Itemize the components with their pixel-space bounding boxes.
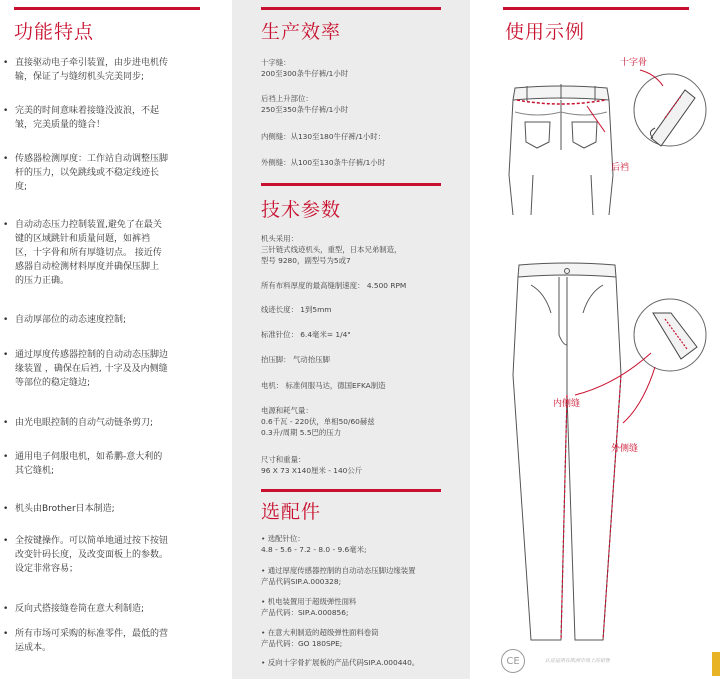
features-item [3, 56, 211, 84]
text-line: 型号 9280，副型号为5或7 [261, 256, 351, 265]
text-line: 内侧缝：从130至180牛仔裤/1小时： [261, 132, 386, 141]
text-line: 250至350条牛仔裤/1小时 [261, 105, 349, 114]
accessories-item [261, 657, 466, 668]
productivity-title: 生产效率 [261, 21, 342, 43]
bullet-icon: • [3, 418, 9, 428]
bullet-icon: • [3, 154, 9, 164]
text-line: 通用电子伺服电机，如希鹏-意大利的 [15, 452, 163, 462]
accessories-item [261, 533, 466, 555]
features-item [3, 627, 211, 655]
specs-column [232, 0, 470, 679]
accessories-item [261, 565, 466, 587]
text-line: • 通过厚度传感器控制的自动动态压脚边缘装置 [261, 566, 416, 575]
productivity-item [261, 131, 461, 142]
ce-note: 认证适用在欧洲市场上的销售 [545, 658, 611, 664]
text-line: 三针链式线迹机头，重型，日本兄弟制造， [261, 245, 402, 254]
features-item [3, 348, 211, 390]
examples-column [475, 0, 720, 679]
ce-mark-icon: CE [501, 649, 525, 673]
text-line: 机头采用： [261, 234, 298, 243]
text-line: 200至300条牛仔裤/1小时 [261, 69, 349, 78]
text-line: 标准针位： 6.4毫米= 1/4" [261, 330, 351, 339]
specs-item [261, 380, 461, 391]
text-line: 缘装置 ，确保在后裆, 十字及及内侧缝 [15, 364, 168, 374]
productivity-item [261, 93, 461, 115]
callout-outseam: 外侧缝 [611, 444, 639, 454]
bullet-icon: • [3, 452, 9, 462]
text-line: 区，十字骨和所有厚缝切点。 接近传 [15, 248, 162, 258]
features-title: 功能特点 [14, 21, 95, 43]
features-item [3, 218, 211, 288]
text-line: 等部位的稳定缝边; [15, 378, 91, 388]
features-column [0, 0, 222, 679]
text-line: • 反向十字骨扩展板的产品代码SIP.A.000440。 [261, 658, 420, 667]
text-line: 键的区域跳针和质量问题，如裤裆 [15, 234, 151, 244]
text-line: 产品代码：GO 180SPE; [261, 639, 343, 648]
accessories-item [261, 596, 466, 618]
callout-cross-seam: 十字骨 [620, 58, 648, 68]
text-line: 输，保证了与缝纫机头完美同步; [15, 72, 145, 82]
bullet-icon: • [3, 58, 9, 68]
text-line: 线迹长度： 1到5mm [261, 305, 332, 314]
specs-item [261, 354, 461, 365]
text-line: 所有市场可采购的标准零件，最低的营 [15, 629, 169, 639]
text-line: 杆的压力，以免跳线或不稳定线迹长 [15, 168, 160, 178]
text-line: 设定非常容易； [15, 564, 79, 574]
text-line: • 机电装置用于超级弹性面料 [261, 597, 357, 606]
specs-item [261, 329, 461, 340]
text-line: 自动厚部位的动态速度控制; [15, 315, 127, 325]
features-top-rule [14, 7, 200, 10]
callout-inseam: 内侧缝 [553, 399, 581, 409]
text-line: 改变针码长度，及改变面板上的参数。 [15, 550, 169, 560]
text-line: 抬压脚： 气动抬压脚 [261, 355, 330, 364]
features-item [3, 502, 211, 516]
bullet-icon: • [3, 220, 9, 230]
text-line: 产品代码：SIP.A.000856; [261, 608, 349, 617]
features-item [3, 602, 211, 616]
text-line: 0.3升/周期 5.5巴的压力 [261, 428, 342, 437]
specs-item [261, 280, 461, 291]
text-line: 其它缝机; [15, 466, 55, 476]
accessories-title: 选配件 [261, 501, 322, 523]
productivity-item [261, 57, 461, 79]
text-line: 运成本。 [15, 643, 52, 653]
text-line: 尺寸和重量： [261, 455, 306, 464]
features-item [3, 450, 211, 478]
text-line: 的压力正确。 [15, 276, 70, 286]
examples-title: 使用示例 [505, 21, 586, 43]
specs-item [261, 304, 461, 315]
text-line: 4.8 - 5.6 - 7.2 - 8.0 - 9.6毫米; [261, 545, 367, 554]
text-line: 机头由Brother日本制造; [15, 504, 115, 514]
bullet-icon: • [3, 106, 9, 116]
text-line: 传感器检测厚度：工作站自动调整压脚 [15, 154, 169, 164]
cross-seam-zoom-circle [634, 74, 706, 146]
jeans-back-illustration [475, 0, 720, 250]
text-line: 外侧缝：从100至130条牛仔裤/1小时 [261, 158, 386, 167]
corner-accent [712, 652, 720, 676]
text-line: 全按键操作。可以简单地通过按下按钮 [15, 536, 169, 546]
text-line: 电机： 标准伺服马达，德国EFKA制造 [261, 381, 386, 390]
features-item [3, 104, 211, 132]
bullet-icon: • [3, 504, 9, 514]
productivity-item [261, 157, 461, 168]
text-line: 十字缝： [261, 58, 291, 67]
text-line: 所有布料厚度的最高缝制速度： 4.500 RPM [261, 281, 407, 290]
text-line: 后裆上升部位： [261, 94, 313, 103]
bullet-icon: • [3, 604, 9, 614]
callout-back-rise: 后裆 [611, 163, 630, 173]
specs-item [261, 405, 461, 438]
text-line: 通过厚度传感器控制的自动动态压脚边 [15, 350, 169, 360]
accessories-top-rule [261, 489, 441, 492]
text-line: 感器自动检测材料厚度并确保压脚上 [15, 262, 160, 272]
text-line: 自动动态压力控制装置,避免了在最关 [15, 220, 162, 230]
seam-zoom-circle [634, 299, 706, 371]
accessories-item [261, 627, 466, 649]
text-line: 96 X 73 X140厘米 - 140公斤 [261, 466, 363, 475]
text-line: • 选配针位： [261, 534, 305, 543]
bullet-icon: • [3, 629, 9, 639]
text-line: 电源和耗气量： [261, 406, 313, 415]
text-line: 0.6千瓦 - 220伏，单相50/60赫兹 [261, 417, 375, 426]
bullet-icon: • [3, 315, 9, 325]
text-line: 反向式搭接缝卷筒在意大利制造; [15, 604, 145, 614]
specs-item [261, 233, 461, 266]
text-line: • 在意大利制造的超级弹性面料卷筒 [261, 628, 379, 637]
text-line: 产品代码SIP.A.000328; [261, 577, 342, 586]
text-line: 直接驱动电子牵引装置，由步进电机传 [15, 58, 169, 68]
text-line: 完美的时间意味着接缝没波浪，不起 [15, 106, 160, 116]
bullet-icon: • [3, 350, 9, 360]
text-line: 皱，完美质量的缝合！ [15, 120, 106, 130]
specs-item [261, 454, 461, 476]
text-line: 度; [15, 182, 28, 192]
bullet-icon: • [3, 536, 9, 546]
features-item [3, 534, 211, 576]
text-line: 由光电眼控制的自动气动链条剪刀; [15, 418, 154, 428]
jeans-front-illustration [475, 255, 720, 645]
productivity-top-rule [261, 7, 441, 10]
features-item [3, 313, 211, 327]
specs-top-rule [261, 183, 441, 186]
features-item [3, 416, 211, 430]
specs-title: 技术参数 [261, 199, 342, 221]
features-item [3, 152, 211, 194]
